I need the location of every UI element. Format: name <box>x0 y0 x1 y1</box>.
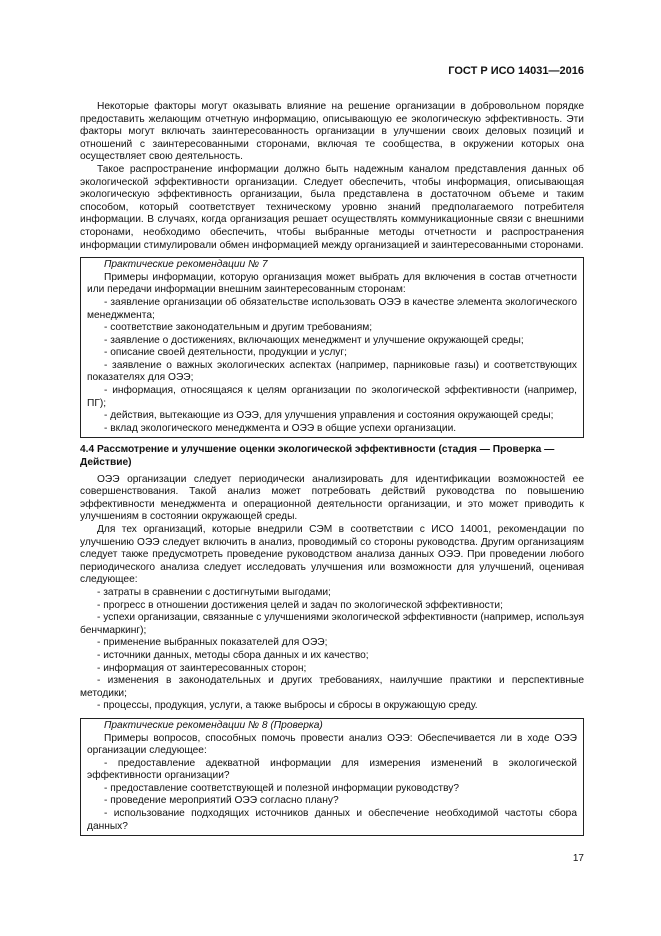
box-lead: Примеры информации, которую организация может выбрать для включения в состав отчетности или передачи информации внешним заинтересованным сторонам: <box>87 271 577 296</box>
list-item: - использование подходящих источников данных и обеспечение необходимой частоты сбора данных? <box>87 808 577 832</box>
page-number: 17 <box>572 853 584 864</box>
list-item: - предоставление соответствующей и полезной информации руководству? <box>104 782 460 794</box>
list-item: - источники данных, методы сбора данных и их качество; <box>97 649 369 661</box>
list-item: - описание своей деятельности, продукции и услуг; <box>104 347 347 359</box>
list-item: - изменения в законодательных и других требованиях, наилучшие практики и перспективные методики; <box>80 675 584 699</box>
list-item: - успехи организации, связанные с улучшениями экологической эффективности (например, используя бенчмаркинг); <box>80 612 584 636</box>
list-item: - вклад экологического менеджмента и ОЭЭ в общие успехи организации. <box>104 422 457 434</box>
list-item: - информация от заинтересованных сторон; <box>97 662 307 674</box>
section-heading: 4.4 Рассмотрение и улучшение оценки экологической эффективности (стадия — Проверка — Действие) <box>80 444 555 469</box>
document-id-header: ГОСТ Р ИСО 14031—2016 <box>448 65 584 77</box>
box-title: Практические рекомендации № 7 <box>104 259 268 271</box>
recommendation-box-7 <box>80 257 584 438</box>
list-item: - соответствие законодательным и другим требованиям; <box>104 322 373 334</box>
list-item: - заявление о достижениях, включающих менеджмент и улучшение окружающей среды; <box>104 334 524 346</box>
list-item: - заявление организации об обязательстве использовать ОЭЭ в качестве элемента экологического менеджмента; <box>87 296 577 321</box>
intro-paragraph: Некоторые факторы могут оказывать влияние на решение организации в добровольном порядке предоставить желающим отчетную информацию, описывающую ее экологическую эффективность. Эти факторы могут включать заинтересованность организации в улучшении своих деловых позиций и отношений с заинтересованными сторонами, включая те сообщества, в окружении которых она осуществляет свою деятельность. <box>80 101 584 163</box>
list-item: - проведение мероприятий ОЭЭ согласно плану? <box>104 795 339 807</box>
list-item: - информация, относящаяся к целям организации по экологической эффективности (например, ПГ); <box>87 385 577 409</box>
section-paragraph: ОЭЭ организации следует периодически анализировать для идентификации возможностей ее совершенствования. Такой анализ может потребовать действий руководства по повышению эффективности менеджмента и операционной деятельности организации, и это может приводить к улучшениям в состоянии окружающей среды. <box>80 473 584 523</box>
intro-paragraph: Такое распространение информации должно быть надежным каналом представления данных об экологической эффективности организации. Следует обеспечить, чтобы информация, описывающая экологическую эффективность организации, была представлена в достаточном объеме и таким способом, который соответствует техническому уровню знаний предполагаемого потребителя информации. В случаях, когда организация решает осуществлять коммуникационные связи с внешними сторонами, необходимо обеспечить, чтобы выбранные методы отчетности и распространения информации стимулировали обмен информацией между организацией и заинтересованными сторонами. <box>80 163 584 251</box>
list-item: - затраты в сравнении с достигнутыми выгодами; <box>97 586 331 598</box>
list-item: - действия, вытекающие из ОЭЭ, для улучшения управления и состояния окружающей среды; <box>104 410 554 422</box>
box-title: Практические рекомендации № 8 (Проверка) <box>104 719 323 731</box>
page-body <box>80 101 584 842</box>
box-lead: Примеры вопросов, способных помочь провести анализ ОЭЭ: Обеспечивается ли в ходе ОЭЭ организации следующее: <box>87 732 577 757</box>
list-item: - предоставление адекватной информации для измерения изменений в экологической эффективности организации? <box>87 757 577 782</box>
list-item: - процессы, продукция, услуги, а также выбросы и сбросы в окружающую среду. <box>97 700 478 712</box>
section-paragraph: Для тех организаций, которые внедрили СЭМ в соответствии с ИСО 14001, рекомендации по улучшению ОЭЭ следует включить в анализ, проводимый со стороны руководства. Другим организациям следует также предусмотреть проведение руководством анализа данных ОЭЭ. При проведении любого периодического анализа следует исследовать улучшения или возможности для улучшений, оценивая следующее: <box>80 524 584 586</box>
recommendation-box-8 <box>80 718 584 836</box>
list-item: - заявление о важных экологических аспектах (например, парниковые газы) и соответствующих показателях для ОЭЭ; <box>87 359 577 384</box>
list-item: - применение выбранных показателей для ОЭЭ; <box>97 637 328 649</box>
list-item: - прогресс в отношении достижения целей и задач по экологической эффективности; <box>97 599 503 611</box>
